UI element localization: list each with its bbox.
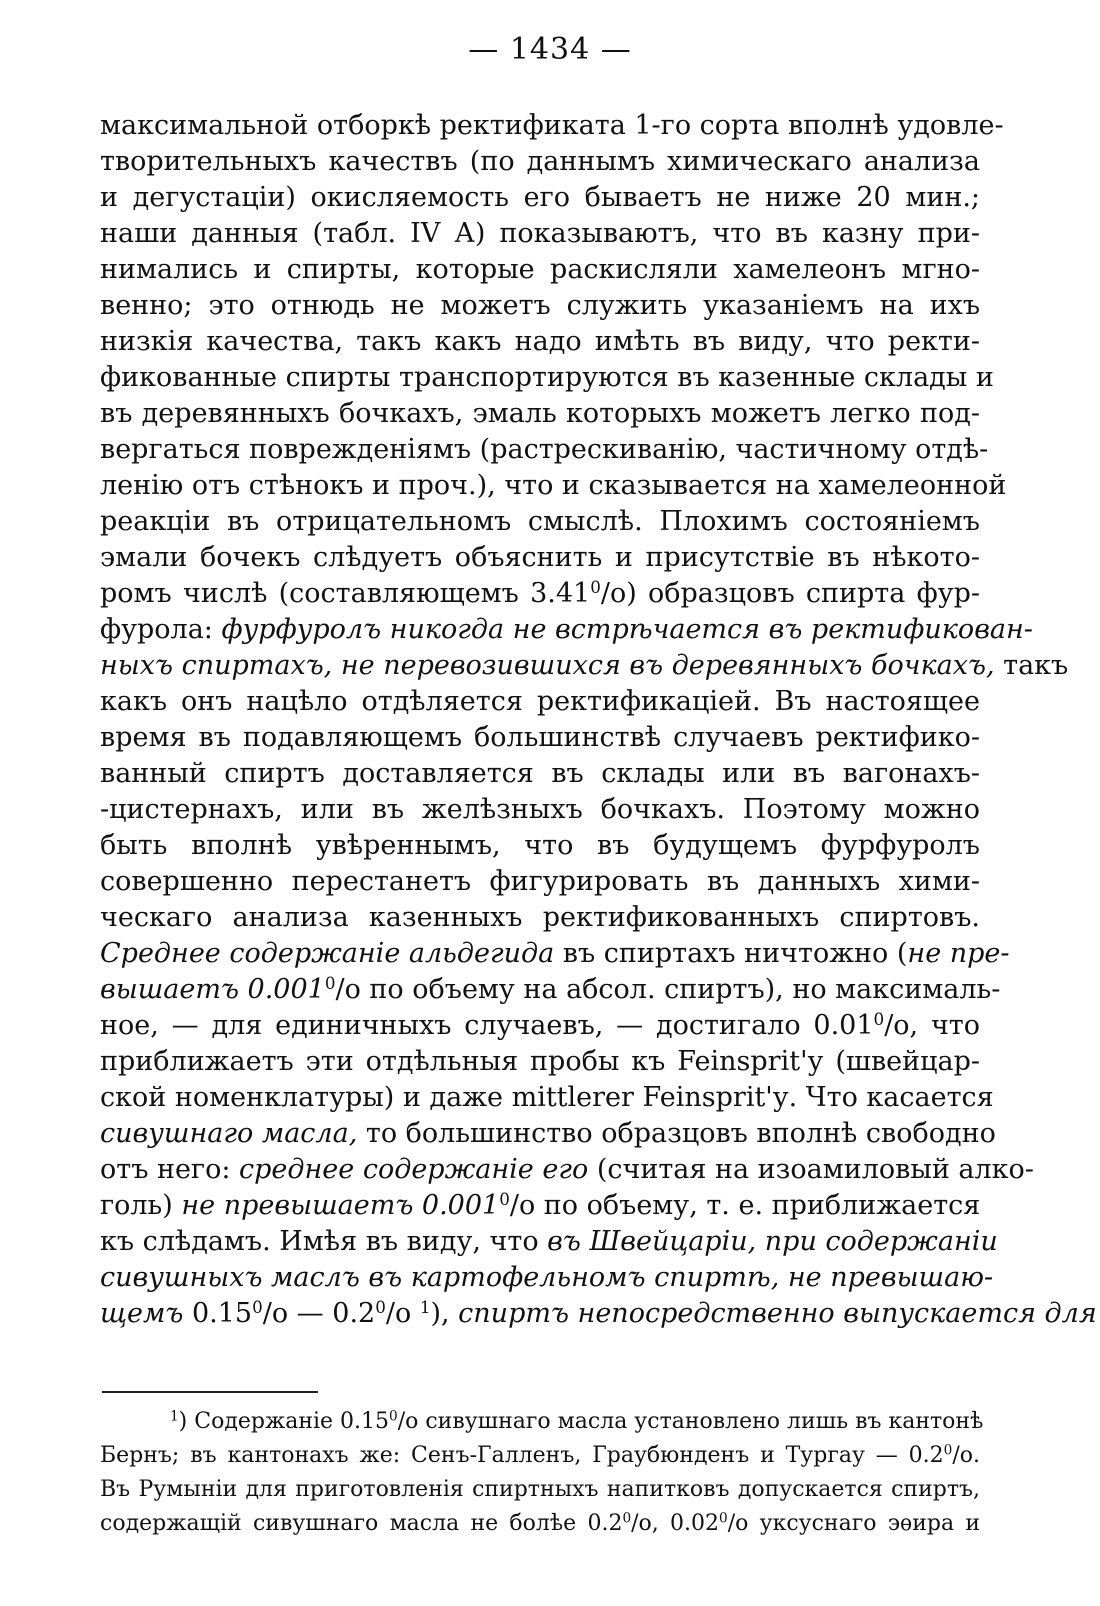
superscript: 0: [375, 1296, 386, 1317]
body-line: [100, 360, 994, 396]
text-segment: ромъ числѣ (составляющемъ 3.41: [100, 578, 591, 609]
text-segment: /о — 0.2: [262, 1298, 376, 1329]
italic-text: въ Швейцаріи, при содержаніи: [547, 1226, 998, 1257]
superscript: 0: [324, 972, 336, 993]
footnote-line: [100, 1439, 980, 1473]
body-line: [100, 216, 980, 252]
superscript: 0: [252, 1296, 263, 1317]
body-line: [100, 612, 1033, 648]
body-line: [100, 1080, 994, 1116]
text-segment: Въ Румыніи для приготовленія спиртныхъ напитковъ допускается спиртъ,: [100, 1477, 980, 1502]
footnote-line: [100, 1507, 980, 1541]
body-line: [100, 252, 980, 288]
text-segment: 0.15: [183, 1298, 253, 1329]
superscript: 0: [873, 1008, 885, 1029]
italic-text: Среднее содержаніе альдегида: [100, 938, 555, 969]
body-line: [100, 288, 980, 324]
body-line: [100, 792, 980, 828]
footnote: [100, 1405, 984, 1541]
text-segment: фурола:: [100, 614, 222, 645]
text-segment: эмали бочекъ слѣдуетъ объяснить и присутствіе въ нѣкото-: [100, 542, 980, 573]
body-line: [100, 576, 980, 612]
body-line: [100, 648, 1069, 684]
text-segment: венно; это отнюдь не можетъ служить указаніемъ на ихъ: [100, 290, 980, 321]
body-line: [100, 468, 1007, 504]
text-segment: творительныхъ качествъ (по даннымъ химическаго анализа: [100, 146, 980, 177]
text-segment: приближаетъ эти отдѣльныя пробы къ Feinsprit'у (швейцар-: [100, 1046, 980, 1077]
text-segment: содержащій сивушнаго масла не болѣе 0.2: [100, 1511, 623, 1536]
text-segment: такъ: [994, 650, 1069, 681]
text-segment: реакціи въ отрицательномъ смыслѣ. Плохимъ состояніемъ: [100, 506, 980, 537]
superscript: 0: [719, 1510, 728, 1527]
text-segment: /о.: [952, 1443, 980, 1468]
text-segment: низкія качества, такъ какъ надо имѣть въ виду, что ректи-: [100, 326, 980, 357]
text-segment: (считая на изоамиловый алко-: [588, 1154, 1034, 1185]
text-segment: ) Содержаніе 0.15: [178, 1409, 390, 1434]
body-line: [100, 540, 980, 576]
text-segment: /о) образцовъ спирта фур-: [600, 578, 980, 609]
superscript: 0: [389, 1408, 398, 1425]
text-segment: /о: [385, 1298, 420, 1329]
text-segment: фикованные спирты транспортируются въ казенные склады и: [100, 362, 994, 393]
body-line: [100, 720, 980, 756]
body-line: [100, 1044, 980, 1080]
text-segment: -цистернахъ, или въ желѣзныхъ бочкахъ. Поэтому можно: [100, 794, 980, 825]
italic-text: фурфуролъ никогда не встрѣчается въ ректификован-: [221, 614, 1033, 645]
text-segment: /о по объему на абсол. спиртъ), но максималь-: [335, 974, 1001, 1005]
italic-text: ныхъ спиртахъ, не перевозившихся въ деревянныхъ бочкахъ,: [100, 650, 995, 681]
body-line: [100, 1116, 996, 1152]
footnote-line: [100, 1405, 984, 1439]
superscript: 1: [170, 1408, 179, 1425]
italic-text: вышаетъ 0.001: [100, 974, 325, 1005]
text-segment: /о по объему, т. е. приближается: [509, 1190, 981, 1221]
body-line: [100, 756, 980, 792]
italic-text: сивушныхъ маслъ въ картофельномъ спиртѣ, не превышаю-: [100, 1262, 994, 1293]
body-line: [100, 900, 980, 936]
text-segment: Бернъ; въ кантонахъ же: Сенъ-Галленъ, Граубюнденъ и Тургау — 0.2: [100, 1443, 944, 1468]
body-line: [100, 864, 980, 900]
superscript: 0: [499, 1188, 510, 1209]
body-line: [100, 1188, 980, 1224]
text-segment: то большинство образцовъ вполнѣ свободно: [357, 1118, 996, 1149]
body-line: [100, 432, 989, 468]
body-line: [100, 972, 1001, 1008]
text-segment: и дегустаціи) окисляемость его бываетъ не ниже 20 мин.;: [100, 182, 980, 213]
text-segment: /о сивушнаго масла установлено лишь въ кантонѣ: [397, 1409, 984, 1434]
body-line: [100, 684, 980, 720]
text-segment: голь): [100, 1190, 182, 1221]
text-segment: вергаться поврежденіямъ (растрескиванію, частичному отдѣ-: [100, 434, 989, 465]
body-line: [100, 1296, 1097, 1332]
text-segment: совершенно перестанетъ фигурировать въ данныхъ хими-: [100, 866, 980, 897]
body-line: [100, 396, 980, 432]
text-segment: ленію отъ стѣнокъ и проч.), что и сказывается на хамелеонной: [100, 470, 1007, 501]
text-segment: нимались и спирты, которые раскисляли хамелеонъ мгно-: [100, 254, 980, 285]
italic-text: не превышаетъ 0.001: [181, 1190, 500, 1221]
text-segment: ),: [430, 1298, 459, 1329]
page-number: — 1434 —: [468, 32, 632, 67]
body-line: [100, 936, 1010, 972]
body-line: [100, 108, 1004, 144]
text-segment: ное, — для единичныхъ случаевъ, — достигало 0.01: [100, 1010, 874, 1041]
italic-text: не пре-: [907, 938, 1010, 969]
text-segment: къ слѣдамъ. Имѣя въ виду, что: [100, 1226, 548, 1257]
body-line: [100, 504, 980, 540]
italic-text: среднее содержаніе его: [239, 1154, 589, 1185]
text-segment: ческаго анализа казенныхъ ректификованныхъ спиртовъ.: [100, 902, 980, 933]
body-line: [100, 1152, 1034, 1188]
body-line: [100, 1008, 980, 1044]
text-segment: въ деревянныхъ бочкахъ, эмаль которыхъ можетъ легко под-: [100, 398, 980, 429]
body-line: [100, 828, 980, 864]
body-text: [100, 108, 1097, 1332]
text-segment: ванный спиртъ доставляется въ склады или въ вагонахъ-: [100, 758, 980, 789]
text-segment: /о уксуснаго эѳира и: [727, 1511, 980, 1536]
text-segment: /о, что: [884, 1010, 980, 1041]
text-segment: отъ него:: [100, 1154, 240, 1185]
body-line: [100, 144, 980, 180]
superscript: 1: [419, 1296, 431, 1317]
footnote-line: [100, 1473, 980, 1507]
italic-text: щемъ: [100, 1298, 184, 1329]
superscript: 0: [590, 576, 601, 597]
text-segment: максимальной отборкѣ ректификата 1-го сорта вполнѣ удовле-: [100, 110, 1004, 141]
text-segment: въ спиртахъ ничтожно (: [554, 938, 908, 969]
text-segment: /о, 0.02: [631, 1511, 720, 1536]
text-segment: наши данныя (табл. IV А) показываютъ, что въ казну при-: [100, 218, 980, 249]
text-segment: быть вполнѣ увѣреннымъ, что въ будущемъ фурфуролъ: [100, 830, 980, 861]
body-line: [100, 1224, 998, 1260]
body-line: [100, 180, 980, 216]
italic-text: спиртъ непосредственно выпускается для: [458, 1298, 1097, 1329]
body-line: [100, 324, 980, 360]
italic-text: сивушнаго масла,: [100, 1118, 358, 1149]
footnote-separator: [102, 1391, 318, 1393]
text-segment: какъ онъ нацѣло отдѣляется ректификаціей. Въ настоящее: [100, 686, 980, 717]
superscript: 0: [622, 1510, 632, 1527]
text-segment: ской номенклатуры) и даже mittlerer Feinsprit'у. Что касается: [100, 1082, 994, 1113]
body-line: [100, 1260, 994, 1296]
superscript: 0: [943, 1442, 953, 1459]
text-segment: время въ подавляющемъ большинствѣ случаевъ ректифико-: [100, 722, 980, 753]
